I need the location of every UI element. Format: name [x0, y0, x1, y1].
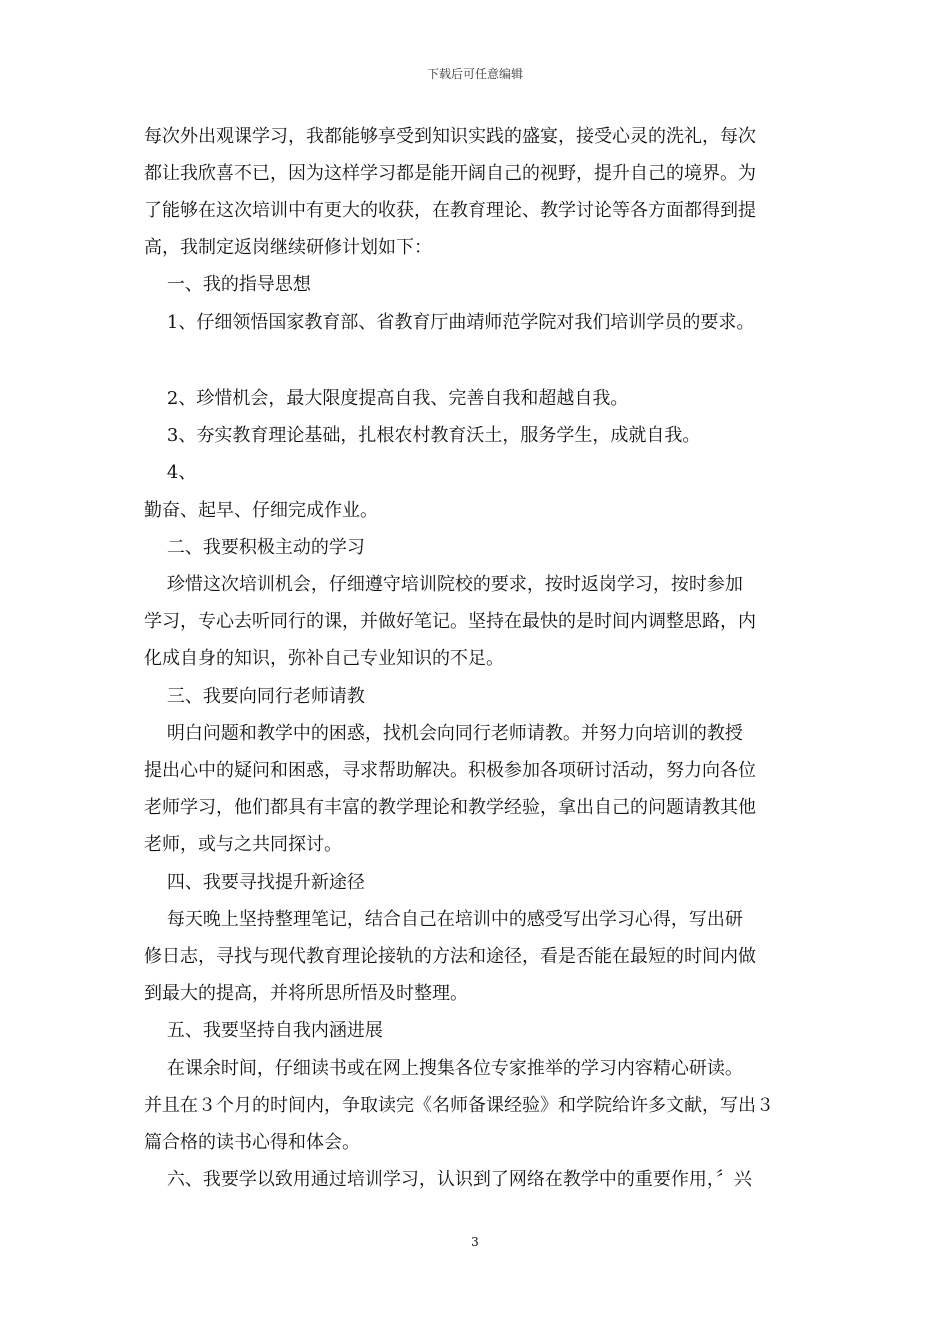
section-heading: 四、我要寻找提升新途径 [144, 872, 365, 893]
text-line: 勤奋、起早、仔细完成作业。 [144, 500, 378, 521]
section-heading: 三、我要向同行老师请教 [144, 686, 365, 707]
list-item: 1、仔细领悟国家教育部、省教育厅曲靖师范学院对我们培训学员的要求。 [144, 312, 755, 333]
text-line: 老师，或与之共同探讨。 [144, 834, 342, 855]
page-number: 3 [471, 1235, 479, 1249]
page-header: 下载后可任意编辑 [426, 67, 523, 81]
text-line: 到最大的提高，并将所思所悟及时整理。 [144, 983, 468, 1004]
text-line: 学习，专心去听同行的课，并做好笔记。坚持在最快的是时间内调整思路，内 [144, 611, 756, 632]
text-line: 每次外出观课学习，我都能够享受到知识实践的盛宴，接受心灵的洗礼，每次 [144, 126, 756, 147]
text-line: 明白问题和教学中的困惑，找机会向同行老师请教。并努力向培训的教授 [144, 723, 743, 744]
section-heading: 五、我要坚持自我内涵进展 [144, 1020, 383, 1041]
list-item: 4、 [144, 462, 197, 483]
text-line: 并且在３个月的时间内，争取读完《名师备课经验》和学院给许多文献，写出３ [144, 1095, 774, 1116]
text-line: 每天晚上坚持整理笔记，结合自己在培训中的感受写出学习心得，写出研 [144, 909, 743, 930]
text-line: 都让我欣喜不已，因为这样学习都是能开阔自己的视野，提升自己的境界。为 [144, 163, 756, 184]
text-line: 高，我制定返岗继续研修计划如下： [144, 237, 432, 258]
section-heading: 二、我要积极主动的学习 [144, 537, 365, 558]
text-line: 珍惜这次培训机会，仔细遵守培训院校的要求，按时返岗学习，按时参加 [144, 574, 743, 595]
text-line: 篇合格的读书心得和体会。 [144, 1132, 360, 1153]
text-line: 了能够在这次培训中有更大的收获，在教育理论、教学讨论等各方面都得到提 [144, 200, 756, 221]
text-line: 化成自身的知识，弥补自己专业知识的不足。 [144, 648, 504, 669]
text-line: 在课余时间，仔细读书或在网上搜集各位专家推举的学习内容精心研读。 [144, 1058, 743, 1079]
text-line: 老师学习，他们都具有丰富的教学理论和教学经验，拿出自己的问题请教其他 [144, 797, 756, 818]
text-line: 提出心中的疑问和困惑，寻求帮助解决。积极参加各项研讨活动，努力向各位 [144, 760, 756, 781]
list-item: 3、夯实教育理论基础，扎根农村教育沃土，服务学生，成就自我。 [144, 425, 701, 446]
section-heading: 六、我要学以致用通过培训学习，认识到了网络在教学中的重要作用，〞兴 [144, 1169, 752, 1190]
section-heading: 一、我的指导思想 [144, 274, 311, 295]
list-item: 2、珍惜机会，最大限度提高自我、完善自我和超越自我。 [144, 388, 629, 409]
text-line: 修日志，寻找与现代教育理论接轨的方法和途径，看是否能在最短的时间内做 [144, 946, 756, 967]
